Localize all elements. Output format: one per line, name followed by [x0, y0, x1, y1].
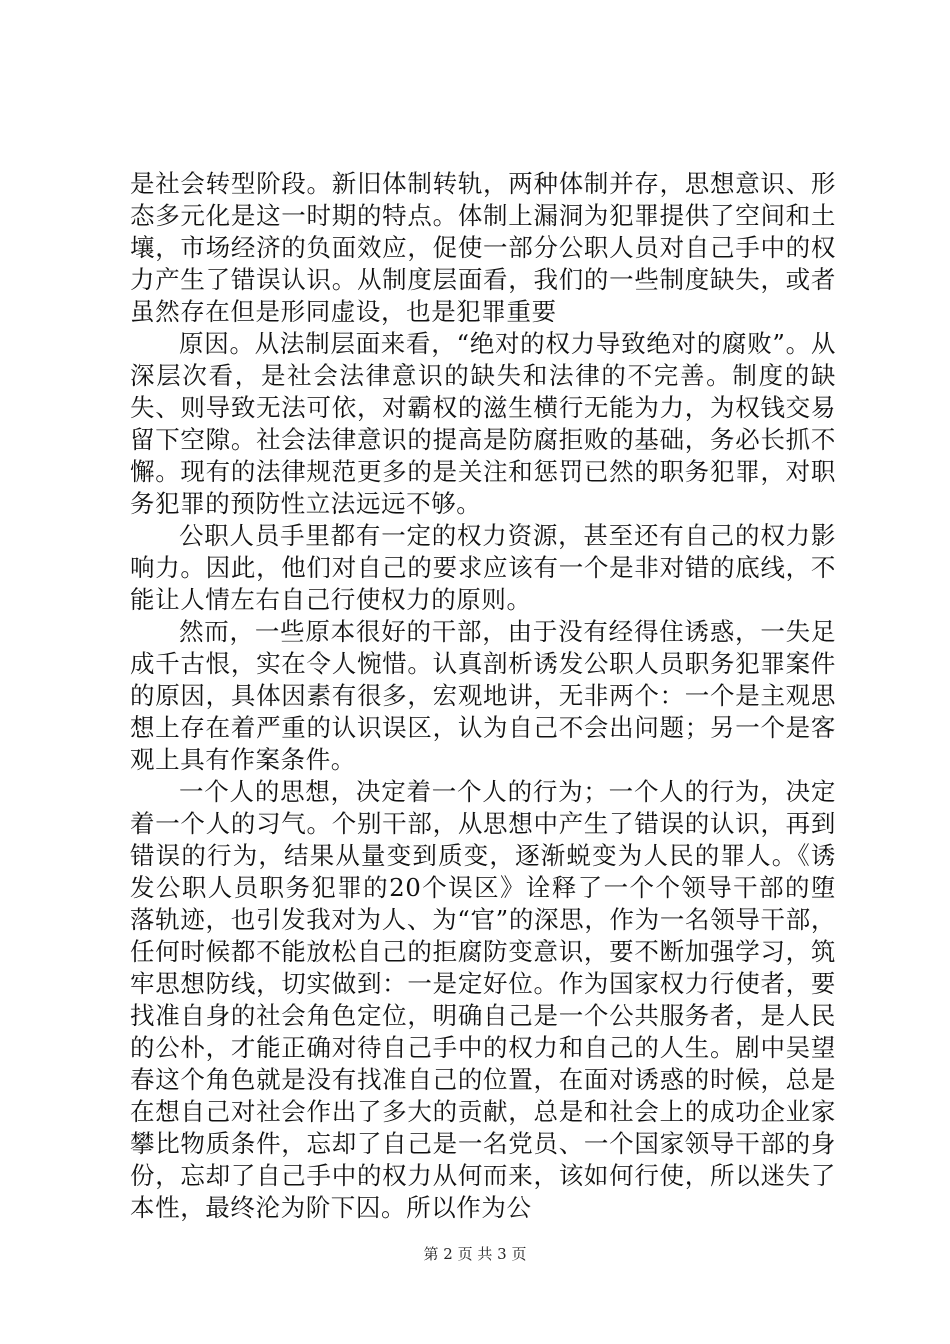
paragraph-2: 原因。从法制层面来看，“绝对的权力导致绝对的腐败”。从深层次看，是社会法律意识的缺失和法律的不完善。制度的缺失、则导致无法可依，对霸权的滋生横行无能为力，为权钱交易留下空隙。社会法律意识的提高是防腐拒败的基础，务必长抓不懈。现有的法律规范更多的是关注和惩罚已然的职务犯罪，对职务犯罪的预防性立法远远不够。 [130, 329, 836, 518]
page-footer [0, 1244, 950, 1264]
paragraph-5: 一个人的思想，决定着一个人的行为；一个人的行为，决定着一个人的习气。个别干部，从思想中产生了错误的认识，再到错误的行为，结果从量变到质变，逐渐蜕变为人民的罪人。《诱发公职人员职务犯罪的20个误区》诠释了一个个领导干部的堕落轨迹，也引发我对为人、为“官”的深思，作为一名领导干部，任何时候都不能放松自己的拒腐防变意识，要不断加强学习，筑牢思想防线，切实做到：一是定好位。作为国家权力行使者，要找准自身的社会角色定位，明确自己是一个公共服务者，是人民的公朴，才能正确对待自己手中的权力和自己的人生。剧中吴望春这个角色就是没有找准自己的位置，在面对诱惑的时候，总是在想自己对社会作出了多大的贡献，总是和社会上的成功企业家攀比物质条件，忘却了自己是一名党员、一个国家领导干部的身份，忘却了自己手中的权力从何而来，该如何行使，所以迷失了本性，最终沦为阶下囚。所以作为公 [130, 777, 836, 1222]
paragraph-3: 公职人员手里都有一定的权力资源，甚至还有自己的权力影响力。因此，他们对自己的要求应该有一个是非对错的底线，不能让人情左右自己行使权力的原则。 [130, 521, 836, 614]
document-body [130, 168, 836, 1224]
paragraph-4: 然而，一些原本很好的干部，由于没有经得住诱惑，一失足成千古恨，实在令人惋惜。认真剖析诱发公职人员职务犯罪案件的原因，具体因素有很多，宏观地讲，无非两个：一个是主观思想上存在着严重的认识误区，认为自己不会出问题；另一个是客观上具有作案条件。 [130, 617, 836, 774]
paragraph-1: 是社会转型阶段。新旧体制转轨，两种体制并存，思想意识、形态多元化是这一时期的特点。体制上漏洞为犯罪提供了空间和土壤，市场经济的负面效应，促使一部分公职人员对自己手中的权力产生了错误认识。从制度层面看，我们的一些制度缺失，或者虽然存在但是形同虚设，也是犯罪重要 [130, 169, 836, 326]
page-number-label: 第 2 页 共 3 页 [423, 1245, 527, 1263]
